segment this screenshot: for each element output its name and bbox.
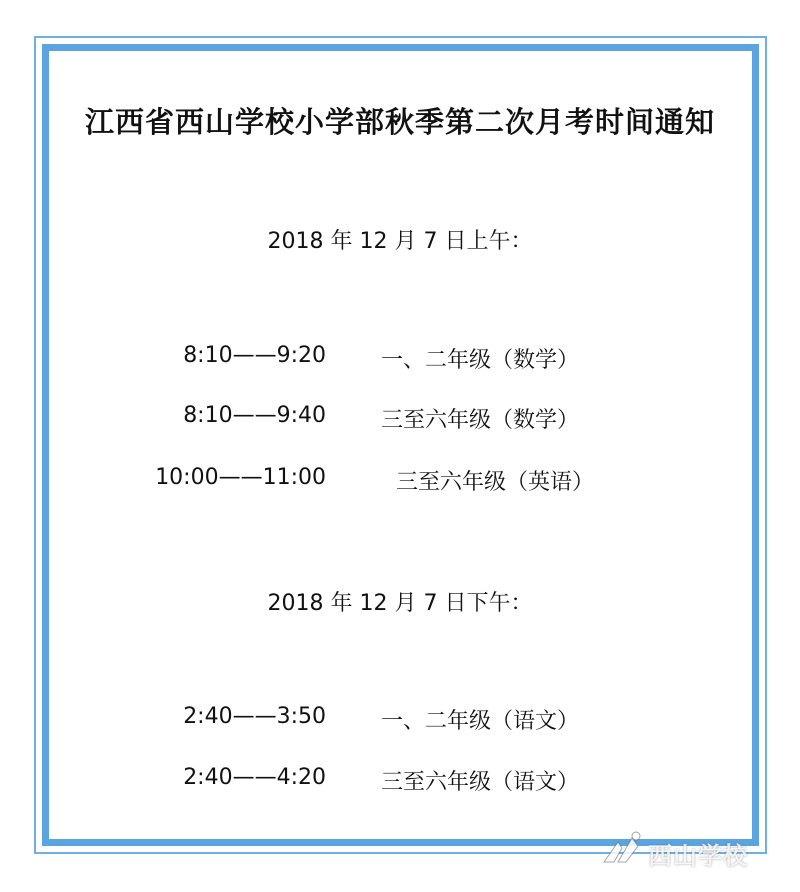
exam-subject: 三至六年级（英语） xyxy=(396,470,595,495)
watermark xyxy=(596,828,786,872)
morning-date: 2018 年 12 月 7 日上午： xyxy=(267,229,533,254)
exam-time: 8:10——9:20 xyxy=(183,343,326,368)
schedule-row xyxy=(0,403,800,433)
exam-time: 8:10——9:40 xyxy=(183,403,326,428)
exam-subject: 三至六年级（语文） xyxy=(381,770,580,795)
notice-title: 江西省西山学校小学部秋季第二次月考时间通知 xyxy=(84,105,715,139)
school-logo-icon xyxy=(596,828,648,872)
afternoon-date: 2018 年 12 月 7 日下午： xyxy=(267,591,533,616)
exam-time: 10:00——11:00 xyxy=(155,465,326,490)
exam-subject: 一、二年级（语文） xyxy=(381,709,580,734)
watermark-text: 西山学校 xyxy=(648,842,748,870)
schedule-row xyxy=(0,343,800,373)
schedule-row xyxy=(0,704,800,734)
schedule-row xyxy=(0,465,800,495)
exam-time: 2:40——3:50 xyxy=(183,704,326,729)
exam-subject: 一、二年级（数学） xyxy=(381,348,580,373)
exam-time: 2:40——4:20 xyxy=(183,765,326,790)
schedule-row xyxy=(0,765,800,795)
exam-subject: 三至六年级（数学） xyxy=(381,408,580,433)
